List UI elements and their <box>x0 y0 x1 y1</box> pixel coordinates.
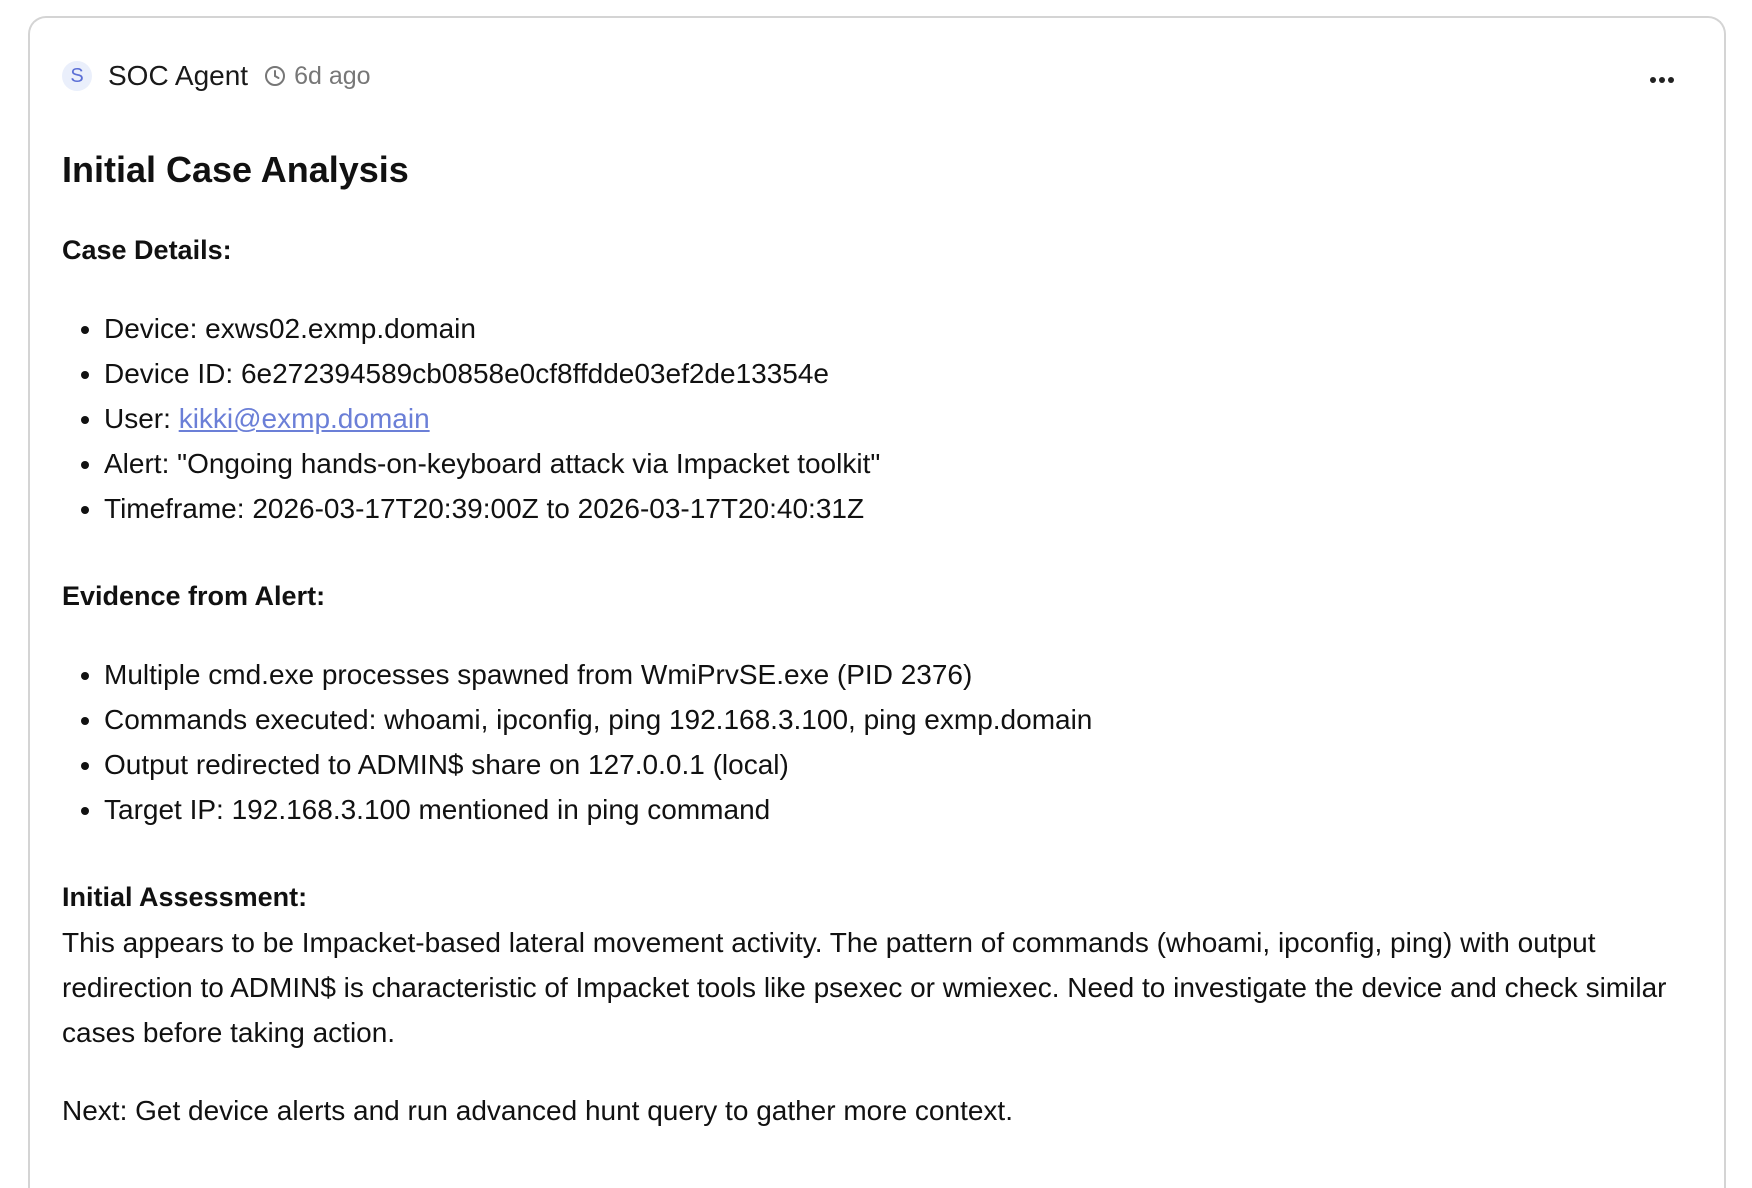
message-header <box>62 56 371 96</box>
alert-value: "Ongoing hands-on-keyboard attack via Impacket toolkit" <box>177 448 881 479</box>
message-body <box>62 146 1692 1133</box>
avatar[interactable]: S <box>62 61 92 91</box>
list-item: • User: kikki@exmp.domain <box>104 396 1692 441</box>
message-card <box>28 16 1726 1188</box>
list-item: • Alert: "Ongoing hands-on-keyboard attack via Impacket toolkit" <box>104 441 1692 486</box>
message-title: Initial Case Analysis <box>62 149 409 190</box>
list-item: • Device: exws02.exmp.domain <box>104 306 1692 351</box>
list-item: • Timeframe: 2026-03-17T20:39:00Z to 2026-03-17T20:40:31Z <box>104 486 1692 531</box>
timeframe-value: 2026-03-17T20:39:00Z to 2026-03-17T20:40:31Z <box>252 493 865 524</box>
assessment-text: This appears to be Impacket-based lateral movement activity. The pattern of commands (whoami, ipconfig, ping) with output redirection to ADMIN$ is characteristic of Impacket tools like psexec or wmiexec. Need to investigate the device and check similar cases before taking action. <box>62 927 1667 1048</box>
assessment-heading: Initial Assessment: <box>62 882 308 912</box>
case-details-heading: Case Details: <box>62 235 232 265</box>
list-item: • Commands executed: whoami, ipconfig, ping 192.168.3.100, ping exmp.domain <box>104 697 1692 742</box>
more-options-button[interactable] <box>1642 68 1682 92</box>
timestamp: 6d ago <box>294 61 371 90</box>
next-step-text: Next: Get device alerts and run advanced hunt query to gather more context. <box>62 1095 1013 1126</box>
device-value: exws02.exmp.domain <box>205 313 476 344</box>
user-email-link[interactable]: kikki@exmp.domain <box>178 403 430 434</box>
clock-icon <box>264 65 286 87</box>
list-item: • Device ID: 6e272394589cb0858e0cf8ffdde03ef2de13354e <box>104 351 1692 396</box>
evidence-list <box>62 652 1692 832</box>
list-item: • Output redirected to ADMIN$ share on 127.0.0.1 (local) <box>104 742 1692 787</box>
more-horizontal-icon <box>1649 71 1675 89</box>
author-name[interactable]: SOC Agent <box>108 60 249 91</box>
device-id-value: 6e272394589cb0858e0cf8ffdde03ef2de13354e <box>240 358 830 389</box>
list-item: • Multiple cmd.exe processes spawned from WmiPrvSE.exe (PID 2376) <box>104 652 1692 697</box>
list-item: • Target IP: 192.168.3.100 mentioned in ping command <box>104 787 1692 832</box>
case-details-list <box>62 306 1692 531</box>
evidence-heading: Evidence from Alert: <box>62 581 326 611</box>
